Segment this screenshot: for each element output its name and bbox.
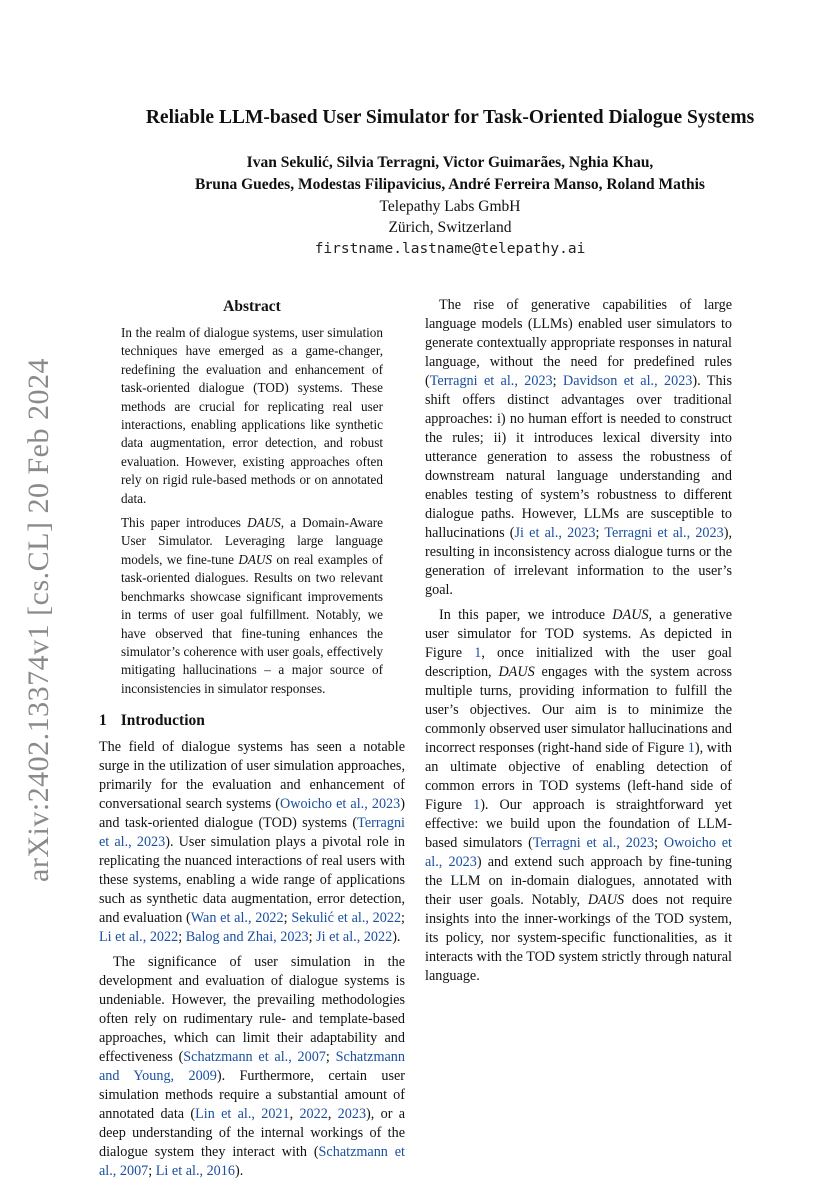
text-span: ; bbox=[595, 525, 605, 541]
text-span: The field of dialogue systems has seen a notable surge in the utilization of user simulation approaches, primarily for the evaluation and enhancement of conversational search systems ( bbox=[99, 739, 405, 813]
text-span: , once initialized with the user goal description, bbox=[425, 645, 732, 680]
section-title: Introduction bbox=[120, 712, 205, 730]
figure-reference-link[interactable]: 1 bbox=[474, 645, 482, 661]
text-span: on real examples of task-oriented dialogues. Results on two relevant benchmarks showcase significant improvements in terms of user goal fulfillment. Notably, we have observed that fine-tuning enhances the simulator’s coherence with user goals, effectively mitigating hallucinations – a major source of inconsistencies in simulator responses. bbox=[121, 551, 383, 696]
affiliation: Telepathy Labs GmbH bbox=[379, 198, 521, 215]
text-span: , a generative user simulator for TOD systems. As depicted in Figure bbox=[425, 607, 733, 661]
author-list bbox=[80, 152, 820, 196]
text-span: , a Domain-Aware User Simulator. Leveraging large language models, we fine-tune bbox=[121, 515, 383, 567]
citation-link[interactable]: 2022 bbox=[299, 1106, 328, 1123]
abstract-section bbox=[99, 296, 405, 698]
citation-link[interactable]: Terragni et al., 2023 bbox=[99, 815, 405, 851]
right-column bbox=[425, 296, 732, 986]
citation-link[interactable]: 2023 bbox=[337, 1106, 367, 1123]
left-column bbox=[99, 296, 405, 1181]
text-span: ; bbox=[401, 910, 405, 927]
text-span: does not require insights into the inner-workings of the TOD system, its policy, nor system-specific functionalities, as it interacts with the TOD system strictly through natural language. bbox=[425, 892, 732, 984]
daus-term: DAUS bbox=[238, 551, 273, 567]
text-span: ). This shift offers distinct advantages over traditional approaches: i) no human effort is needed to construct the rules; ii) it introduces lexical diversity into utterance generation to assess the robustness of downstream natural language understanding and enables testing of system’s robustness to different dialogue paths. However, LLMs are susceptible to hallucinations ( bbox=[425, 373, 732, 541]
text-span: ) and task-oriented dialogue (TOD) systems ( bbox=[99, 796, 405, 832]
abstract-body bbox=[99, 324, 405, 698]
abstract-paragraph-1: In the realm of dialogue systems, user simulation techniques have emerged as a game-changer, redefining the evaluation and enhancement of task-oriented dialogue (TOD) systems. These methods are crucial for replicating real user interactions, enabling applications like synthetic data augmentation, error detection, and robust evaluation. However, existing approaches often rely on rigid rule-based methods or on annotated data. bbox=[121, 325, 383, 506]
authors-line-2: Bruna Guedes, Modestas Filipavicius, André Ferreira Manso, Roland Mathis bbox=[195, 176, 705, 193]
arxiv-id-text: arXiv:2402.13374v1 [cs.CL] 20 Feb 2024 bbox=[22, 358, 56, 882]
paper-header bbox=[80, 104, 820, 261]
text-span: ), or a deep understanding of the internal workings of the dialogue system they interact with ( bbox=[99, 1106, 406, 1161]
text-span: ; bbox=[178, 929, 186, 946]
citation-link[interactable]: Davidson et al., 2023 bbox=[562, 373, 693, 389]
citation-link[interactable]: Lin et al., 2021 bbox=[195, 1106, 290, 1123]
authors-line-1: Ivan Sekulić, Silvia Terragni, Victor Guimarães, Nghia Khau, bbox=[246, 154, 654, 171]
citation-link[interactable]: Li et al., 2022 bbox=[99, 929, 179, 946]
text-span: ), with an ultimate objective of enabling detection of common errors in TOD systems (left-hand side of Figure bbox=[425, 740, 732, 813]
citation-link[interactable]: Ji et al., 2022 bbox=[316, 929, 393, 946]
text-span: The significance of user simulation in the development and evaluation of dialogue systems is undeniable. However, the prevailing methodologies often rely on rudimentary rule- and template-based approaches, which can limit their adaptability and effectiveness ( bbox=[99, 954, 405, 1066]
text-span: ). Our approach is straightforward yet effective: we build upon the foundation of LLM-based simulators ( bbox=[425, 797, 732, 851]
citation-link[interactable]: Terragni et al., 2023 bbox=[429, 373, 553, 389]
text-span: ; bbox=[325, 1049, 336, 1066]
introduction-body-left bbox=[99, 738, 405, 1181]
daus-term: DAUS bbox=[498, 664, 535, 680]
intro-paragraph-4 bbox=[425, 606, 732, 986]
citation-link[interactable]: Schatzmann and Young, 2009 bbox=[99, 1049, 405, 1085]
abstract-paragraph-2 bbox=[121, 514, 383, 698]
text-span: ) and extend such approach by fine-tuning the LLM on in-domain dialogues, annotated with their user goals. Notably, bbox=[425, 854, 732, 908]
citation-link[interactable]: Terragni et al., 2023 bbox=[532, 835, 655, 851]
paper-title: Reliable LLM-based User Simulator for Task-Oriented Dialogue Systems bbox=[145, 107, 755, 128]
location: Zürich, Switzerland bbox=[388, 219, 512, 236]
text-span: ; bbox=[654, 835, 664, 851]
intro-paragraph-2 bbox=[99, 953, 405, 1181]
text-span: ; bbox=[283, 910, 292, 927]
text-span: ; bbox=[308, 929, 317, 946]
text-span: ). Furthermore, certain user simulation methods require a substantial amount of annotated data ( bbox=[99, 1068, 405, 1123]
intro-paragraph-1 bbox=[99, 738, 405, 947]
text-span: ). User simulation plays a pivotal role in replicating the nuanced interactions of real users with these systems, enabling a wide range of applications such as synthetic data augmentation, error detection, and evaluation ( bbox=[99, 834, 405, 927]
figure-reference-link[interactable]: 1 bbox=[473, 797, 481, 813]
section-number: 1 bbox=[99, 712, 107, 730]
daus-term: DAUS bbox=[247, 515, 281, 531]
citation-link[interactable]: Sekulić et al., 2022 bbox=[291, 910, 402, 927]
text-span: ; bbox=[552, 373, 563, 389]
citation-link[interactable]: Schatzmann et al., 2007 bbox=[99, 1144, 405, 1180]
citation-link[interactable]: Schatzmann et al., 2007 bbox=[183, 1049, 326, 1066]
citation-link[interactable]: Li et al., 2016 bbox=[155, 1163, 235, 1180]
intro-paragraph-3 bbox=[425, 296, 732, 600]
citation-link[interactable]: Owoicho et al., 2023 bbox=[279, 796, 401, 813]
arxiv-identifier-stamp bbox=[20, 358, 58, 882]
section-heading-introduction bbox=[99, 710, 405, 732]
text-span: In this paper, we introduce bbox=[439, 607, 613, 623]
text-span: ). bbox=[392, 929, 401, 946]
citation-link[interactable]: Wan et al., 2022 bbox=[190, 910, 284, 927]
citation-link[interactable]: Balog and Zhai, 2023 bbox=[185, 929, 309, 946]
text-span: ), resulting in inconsistency across dialogue turns or the generation of irrelevant information to the user’s goal. bbox=[425, 525, 732, 598]
citation-link[interactable]: Ji et al., 2023 bbox=[514, 525, 596, 541]
text-span: engages with the system across multiple turns, providing information to fulfill the user’s objectives. Our aim is to minimize the commonly observed user simulator hallucinations and incorrect responses (right-hand side of Figure bbox=[425, 664, 732, 756]
abstract-heading: Abstract bbox=[223, 298, 281, 315]
citation-link[interactable]: Terragni et al., 2023 bbox=[604, 525, 724, 541]
text-span: ). bbox=[234, 1163, 244, 1180]
text-span: , bbox=[289, 1106, 300, 1123]
introduction-body-right bbox=[425, 296, 732, 986]
daus-term: DAUS bbox=[587, 892, 625, 908]
citation-link[interactable]: Owoicho et al., 2023 bbox=[425, 835, 732, 870]
text-span: The rise of generative capabilities of large language models (LLMs) enabled user simulators to generate contextually appropriate responses in natural language, without the need for predefined rules ( bbox=[425, 297, 732, 389]
text-span: , bbox=[327, 1106, 338, 1123]
author-email: firstname.lastname@telepathy.ai bbox=[314, 241, 586, 257]
text-span: This paper introduces bbox=[121, 515, 248, 531]
text-span: ; bbox=[148, 1163, 156, 1180]
daus-term: DAUS bbox=[612, 607, 649, 623]
figure-reference-link[interactable]: 1 bbox=[687, 740, 695, 756]
